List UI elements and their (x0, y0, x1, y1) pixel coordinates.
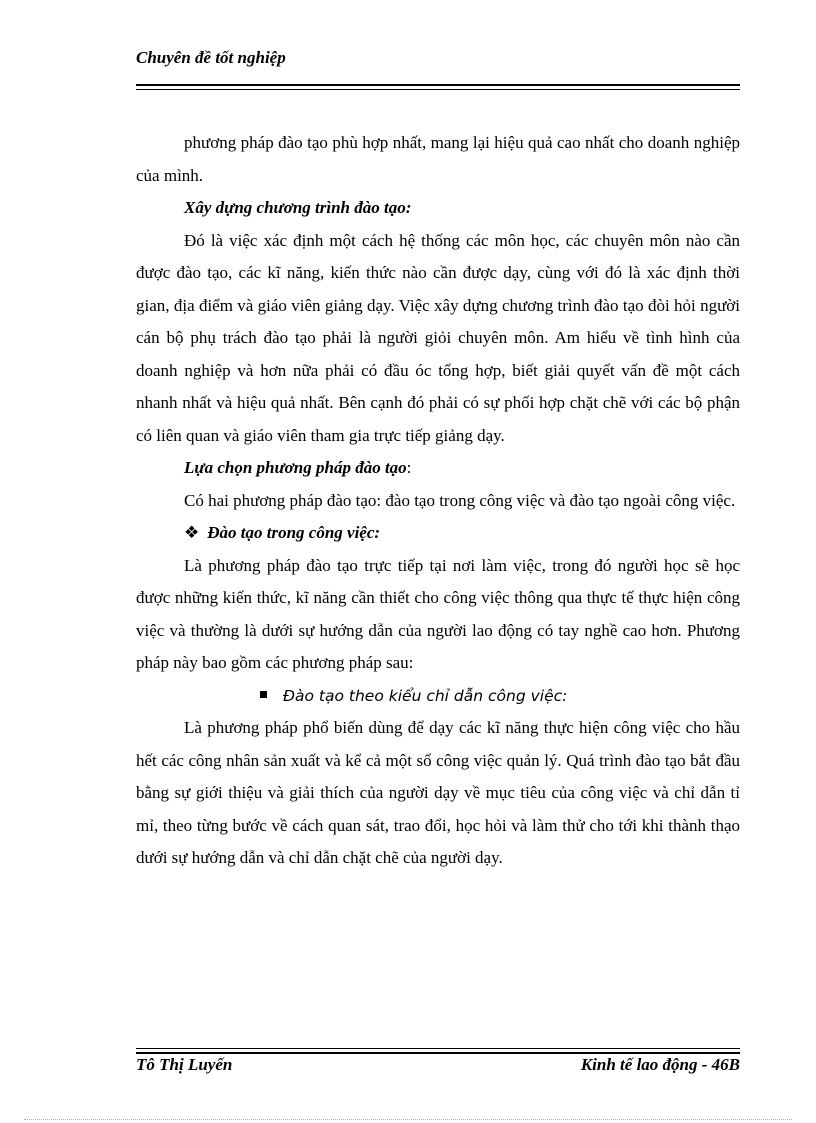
section-heading (136, 452, 740, 485)
section-heading: Xây dựng chương trình đào tạo: (184, 198, 412, 217)
section-heading-text: Lựa chọn phương pháp đào tạo (184, 458, 407, 477)
paragraph: phương pháp đào tạo phù hợp nhất, mang lại hiệu quả cao nhất cho doanh nghiệp của mình. (136, 133, 740, 185)
paragraph: Là phương pháp phổ biến dùng để dạy các kĩ năng thực hiện công việc cho hầu hết các công nhân sản xuất và kể cả một số công việc quản lý. Quá trình đào tạo bắt đầu bằng sự giới thiệu và giải thích của người dạy về mục tiêu của công việc và chỉ dẫn tỉ mỉ, theo từng bước về cách quan sát, trao đổi, học hỏi và làm thử cho tới khi thành thạo dưới sự hướng dẫn và chỉ dẫn chặt chẽ của người dạy. (136, 718, 740, 867)
document-body (136, 127, 740, 875)
footer-author: Tô Thị Luyến (136, 1055, 233, 1074)
page-header-title: Chuyên đề tốt nghiệp (136, 48, 286, 67)
bullet-heading (136, 517, 740, 550)
paragraph: Có hai phương pháp đào tạo: đào tạo trong công việc và đào tạo ngoài công việc. (184, 490, 736, 510)
page-bottom-dotted-line (24, 1119, 792, 1120)
four-diamond-icon: ❖ (184, 523, 200, 542)
footer-rule-thick (136, 1052, 740, 1054)
paragraph: Đó là việc xác định một cách hệ thống các môn học, các chuyên môn nào cần được đào tạo, các kĩ năng, kiến thức nào cần được dạy, cùng với đó là xác định thời gian, địa điểm và giáo viên giảng dạy. Việc xây dựng chương trình đào tạo đòi hỏi người cán bộ phụ trách đào tạo phải là người giỏi chuyên môn. Am hiểu về tình hình của doanh nghiệp và hơn nữa phải có đầu óc tổng hợp, biết giải quyết vấn đề một cách nhanh nhất và hiệu quả nhất. Bên cạnh đó phải có sự phối hợp chặt chẽ với các bộ phận có liên quan và giáo viên tham gia trực tiếp giảng dạy. (136, 230, 740, 445)
square-bullet-icon (260, 691, 267, 698)
heading-colon: : (406, 458, 412, 477)
paragraph: Là phương pháp đào tạo trực tiếp tại nơi làm việc, trong đó người học sẽ học được những kiến thức, kĩ năng cần thiết cho công việc thông qua thực tế thực hiện công việc và thường là dưới sự hướng dẫn của người lao động có tay nghề cao hơn. Phương pháp này bao gồm các phương pháp sau: (136, 555, 740, 672)
sub-bullet-heading (136, 680, 740, 713)
header-rule-thin (136, 89, 740, 90)
sub-bullet-heading-text: Đào tạo theo kiểu chỉ dẫn công việc: (283, 686, 568, 705)
footer-rule-thin (136, 1048, 740, 1049)
header-rule-thick (136, 84, 740, 86)
bullet-heading-text: Đào tạo trong công việc: (207, 523, 381, 542)
footer-class: Kinh tế lao động - 46B (580, 1055, 740, 1074)
